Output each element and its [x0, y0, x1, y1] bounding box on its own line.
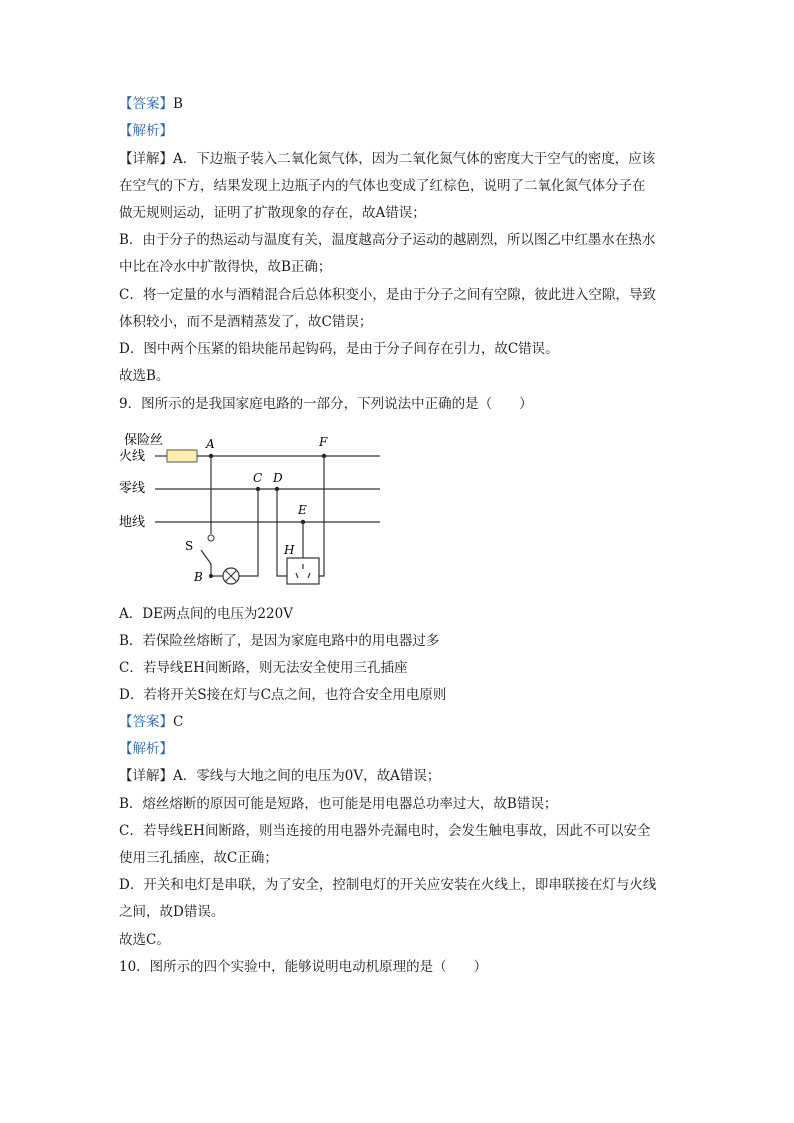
- detail-line: 故选C。: [119, 932, 170, 948]
- live-wire-label: 火线: [119, 449, 146, 464]
- answer-value: B: [173, 96, 183, 112]
- detail-tag: 【详解】: [119, 768, 173, 784]
- wire-d-socket: [277, 489, 287, 576]
- neutral-wire-label: 零线: [119, 481, 146, 496]
- detail-line: B．熔丝熔断的原因可能是短路，也可能是用电器总功率过大，故B错误；: [119, 796, 558, 812]
- detail-line: 做无规则运动，证明了扩散现象的存在，故A错误；: [119, 205, 426, 221]
- detail-tag: 【详解】: [119, 151, 173, 167]
- switch-s-label: S: [185, 539, 194, 553]
- point-c-label: C: [253, 471, 263, 485]
- detail-line: 之间，故D错误。: [119, 904, 225, 920]
- detail-line: [119, 150, 655, 168]
- wire-f-socket: [319, 456, 324, 576]
- detail-line: D．开关和电灯是串联，为了安全，控制电灯的开关应安装在火线上，即串联接在灯与火线: [119, 877, 657, 893]
- option-b: B．若保险丝熔断了，是因为家庭电路中的用电器过多: [119, 633, 440, 649]
- option-d: D．若将开关S接在灯与C点之间，也符合安全用电原则: [119, 687, 447, 703]
- answer-line: [119, 713, 183, 731]
- point-f-label: F: [319, 435, 328, 449]
- ground-wire-label: 地线: [119, 515, 146, 530]
- detail-line: B．由于分子的热运动与温度有关，温度越高分子运动的越剧烈，所以图乙中红墨水在热水: [119, 232, 656, 248]
- detail-line: [119, 767, 440, 785]
- switch-blade: [201, 550, 211, 564]
- answer-tag: 【答案】: [119, 96, 173, 112]
- switch-contact: [208, 535, 214, 541]
- answer-tag: 【答案】: [119, 714, 173, 730]
- answer-value: C: [173, 714, 184, 730]
- point-h-label: H: [284, 543, 295, 557]
- detail-line: 中比在冷水中扩散得快，故B正确；: [119, 259, 332, 275]
- point-e-label: E: [298, 503, 307, 517]
- question-10-stem: 10．图所示的四个实验中，能够说明电动机原理的是（ ）: [119, 959, 488, 975]
- detail-line: 使用三孔插座，故C正确；: [119, 850, 278, 866]
- analysis-heading: [119, 740, 173, 758]
- three-pin-socket: [287, 558, 319, 584]
- option-c: C．若导线EH间断路，则无法安全使用三孔插座: [119, 660, 408, 676]
- fuse-label: 保险丝: [124, 433, 164, 448]
- detail-text: A．下边瓶子装入二氧化氮气体，因为二氧化氮气体的密度大于空气的密度，应该: [173, 151, 656, 167]
- point-a-label: A: [206, 437, 215, 451]
- point-d-label: D: [273, 471, 283, 485]
- analysis-tag: 【解析】: [119, 123, 173, 139]
- wire-lamp-c: [239, 489, 258, 576]
- detail-line: 在空气的下方，结果发现上边瓶子内的气体也变成了红棕色，说明了二氧化氮气体分子在: [119, 178, 646, 194]
- detail-line: 故选B。: [119, 368, 170, 384]
- detail-text: A．零线与大地之间的电压为0V，故A错误；: [173, 768, 441, 784]
- answer-line: [119, 95, 183, 113]
- option-a: A．DE两点间的电压为220V: [119, 606, 293, 622]
- question-9-stem: 9．图所示的是我国家庭电路的一部分，下列说法中正确的是（ ）: [119, 396, 533, 412]
- detail-line: 体积较小，而不是酒精蒸发了，故C错误；: [119, 314, 373, 330]
- detail-line: D．图中两个压紧的铅块能吊起钩码，是由于分子间存在引力，故C错误。: [119, 341, 559, 357]
- point-b-label: B: [194, 570, 203, 584]
- analysis-heading: [119, 122, 173, 140]
- analysis-tag: 【解析】: [119, 741, 173, 757]
- fuse: [167, 450, 197, 462]
- detail-line: C．将一定量的水与酒精混合后总体积变小，是由于分子之间有空隙，彼此进入空隙，导致: [119, 287, 656, 303]
- circuit-diagram: [117, 428, 387, 593]
- detail-line: C．若导线EH间断路，则当连接的用电器外壳漏电时，会发生触电事故，因此不可以安全: [119, 823, 651, 839]
